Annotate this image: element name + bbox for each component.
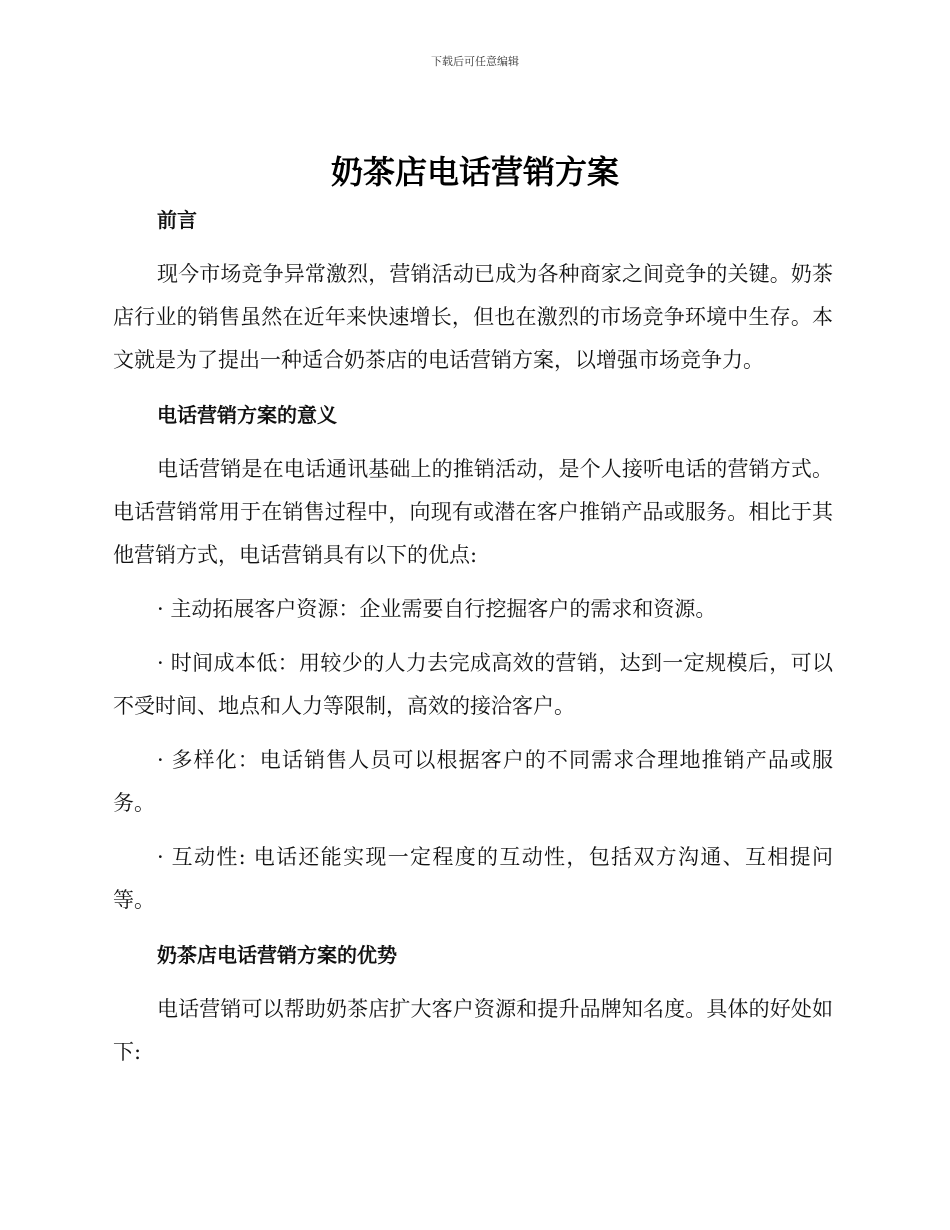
document-title: 奶茶店电话营销方案 — [330, 153, 619, 191]
document-body — [113, 198, 833, 1074]
header-note: 下载后可任意编辑 — [431, 55, 519, 68]
paragraph-meaning: 电话营销是在电话通讯基础上的推销活动，是个人接听电话的营销方式。电话营销常用于在销售过程中，向现有或潜在客户推销产品或服务。相比于其他营销方式，电话营销具有以下的优点: — [113, 457, 833, 567]
bullet-item-low-cost: · 时间成本低：用较少的人力去完成高效的营销，达到一定规模后，可以不受时间、地点和人力等限制，高效的接洽客户。 — [113, 651, 833, 718]
section-heading-preface: 前言 — [157, 208, 197, 232]
section-heading-advantages: 奶茶店电话营销方案的优势 — [157, 943, 397, 967]
paragraph-preface: 现今市场竞争异常激烈，营销活动已成为各种商家之间竞争的关键。奶茶店行业的销售虽然在近年来快速增长，但也在激烈的市场竞争环境中生存。本文就是为了提出一种适合奶茶店的电话营销方案，以增强市场竞争力。 — [113, 262, 833, 372]
bullet-item-interactive: · 互动性: 电话还能实现一定程度的互动性，包括双方沟通、互相提问等。 — [113, 845, 833, 912]
section-heading-meaning: 电话营销方案的意义 — [157, 403, 337, 427]
paragraph-advantages: 电话营销可以帮助奶茶店扩大客户资源和提升品牌知名度。具体的好处如下: — [113, 997, 833, 1064]
bullet-item-diversified: · 多样化：电话销售人员可以根据客户的不同需求合理地推销产品或服务。 — [113, 748, 833, 815]
bullet-item-proactive: · 主动拓展客户资源：企业需要自行挖掘客户的需求和资源。 — [157, 597, 717, 621]
